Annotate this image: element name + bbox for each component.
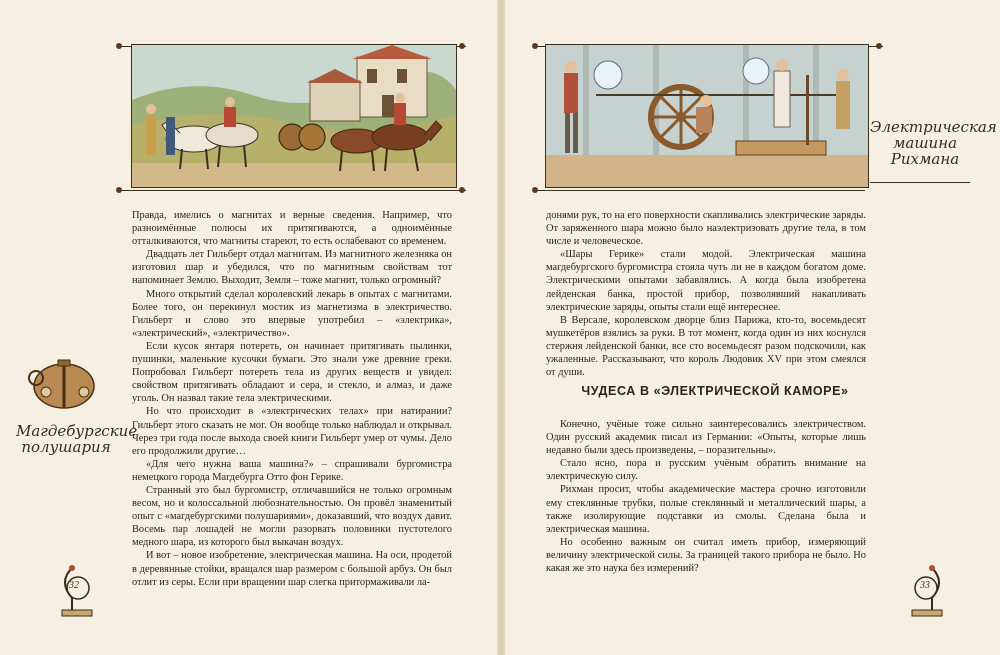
- paragraph: донями рук, то на его поверхности скапливались электрические заряды. От заряженного шара можно было наэлектризовать другие тела, в том числе и человеческое.: [546, 210, 866, 248]
- paragraph: Правда, имелись о магнитах и верные сведения. Например, что разноимённые полюсы их притягиваются, а одноимённые отталкиваются, что магниты стареют, то есть ослабевают со временем.: [132, 210, 452, 248]
- left-text-column: [132, 209, 452, 589]
- paragraph: Но особенно важным он считал иметь прибор, измеряющий величину электрической силы. За границей такого прибора не было. Но какая же это наука без измерений?: [546, 536, 866, 575]
- paragraph: Много открытий сделал королевский лекарь в опытах с магнитами. Более того, он перекинул мостик из магнетизма в электричество. Гильберт и слово это впервые употребил – «электрика», «электрический», «электричество».: [132, 288, 452, 339]
- caption-richmann-machine: Электрическая машина Рихмана: [870, 118, 997, 168]
- frame-ornament: [116, 187, 122, 193]
- paragraph: Стало ясно, пора и русским учёным обратить внимание на электрическую силу.: [546, 458, 866, 483]
- page-number-left: 32: [69, 580, 79, 591]
- hemispheres-icon: [24, 352, 104, 414]
- caption-underline: [870, 182, 970, 183]
- paragraph: Если кусок янтаря потереть, он начинает притягивать пылинки, пушинки, маленькие кусочки бумаги. Это знали уже древние греки. Попробовал Гильберт потереть тела из других веществ и увидел: свойством притягивать обладают и сера, и стекло, и алмаз, и даже уголь. Он назвал такие тела электрическими.: [132, 340, 452, 405]
- caption-magdeburg-hemispheres: Магдебургские полушария: [16, 422, 138, 456]
- paragraph: Но что происходит в «электрических телах» при натирании? Гильберт этого сказать не мог. Он вообще только наблюдал и открывал. Через три года после выхода своей книги Гильберт умер от чумы. Дело его продолжили другие…: [132, 406, 452, 457]
- section-heading: ЧУДЕСА В «ЭЛЕКТРИЧЕСКОЙ КАМОРЕ»: [581, 384, 849, 398]
- illustration-richmann-machine: [545, 44, 869, 188]
- paragraph: Конечно, учёные тоже сильно заинтересовались электричеством. Один русский академик писал из Германии: «Опыты, которые лишь недавно были здесь произведены, – поразительны».: [546, 419, 866, 457]
- paragraph: Рихман просит, чтобы академические мастера срочно изготовили ему стеклянные трубки, полые стеклянный и металлический шары, а также изолирующие подставки из смолы. Сделана была и электрическая машина.: [546, 484, 866, 535]
- frame-ornament: [876, 43, 882, 49]
- paragraph: Двадцать лет Гильберт отдал магнитам. Из магнитного железняка он изготовил шар и убедился, что по магнитным свойствам тот напоминает Землю. Выходит, Земля – тоже магнит, только огромный?: [132, 249, 452, 287]
- frame-ornament: [532, 43, 538, 49]
- paragraph: Странный это был бургомистр, отличавшийся не только огромным весом, но и колоссальной любознательностью. Он провёл знаменитый опыт с «магдебургскими полушариями», доказавший, что воздух давит. Восемь пар лошадей не могли разорвать половинки пустотелого медного шара, из которого был выкачан воздух.: [132, 484, 452, 549]
- frame-bottom-right: [535, 190, 865, 191]
- frame-ornament: [459, 187, 465, 193]
- frame-ornament: [116, 43, 122, 49]
- paragraph: «Для чего нужна ваша машина?» – спрашивали бургомистра немецкого города Магдебурга Отто фон Герике.: [132, 458, 452, 483]
- paragraph: И вот – новое изобретение, электрическая машина. На оси, продетой в деревянные стойки, вращался шар размером с большой арбуз. Он был отлит из серы. Если при вращении шар слегка притормаживали ла-: [132, 550, 452, 588]
- illustration-magdeburg-horses: [131, 44, 457, 188]
- right-text-column-bottom: [546, 418, 866, 575]
- frame-bottom-left: [118, 190, 466, 191]
- book-gutter: [497, 0, 505, 655]
- right-text-column-top: [546, 209, 866, 379]
- paragraph: В Версале, королевском дворце близ Парижа, кто-то, восемьдесят мушкетёров взялись за руки. В тот момент, когда один из них коснулся стержня лейденской банки, все сто восемьдесят разом подскочили, как ужаленные. Рассказывают, что король Людовик XV при этом смеялся от души.: [546, 314, 866, 379]
- frame-ornament: [532, 187, 538, 193]
- paragraph: «Шары Герике» стали модой. Электрическая машина магдебургского бургомистра стояла чуть ли не в каждом богатом доме. Электрическими опытами забавлялись. А когда была изобретена лейденская банка, простой прибор, позволявший накапливать электрические заряды, опыты стали ещё интереснее.: [546, 249, 866, 313]
- frame-ornament: [459, 43, 465, 49]
- page-number-right: 33: [920, 580, 930, 591]
